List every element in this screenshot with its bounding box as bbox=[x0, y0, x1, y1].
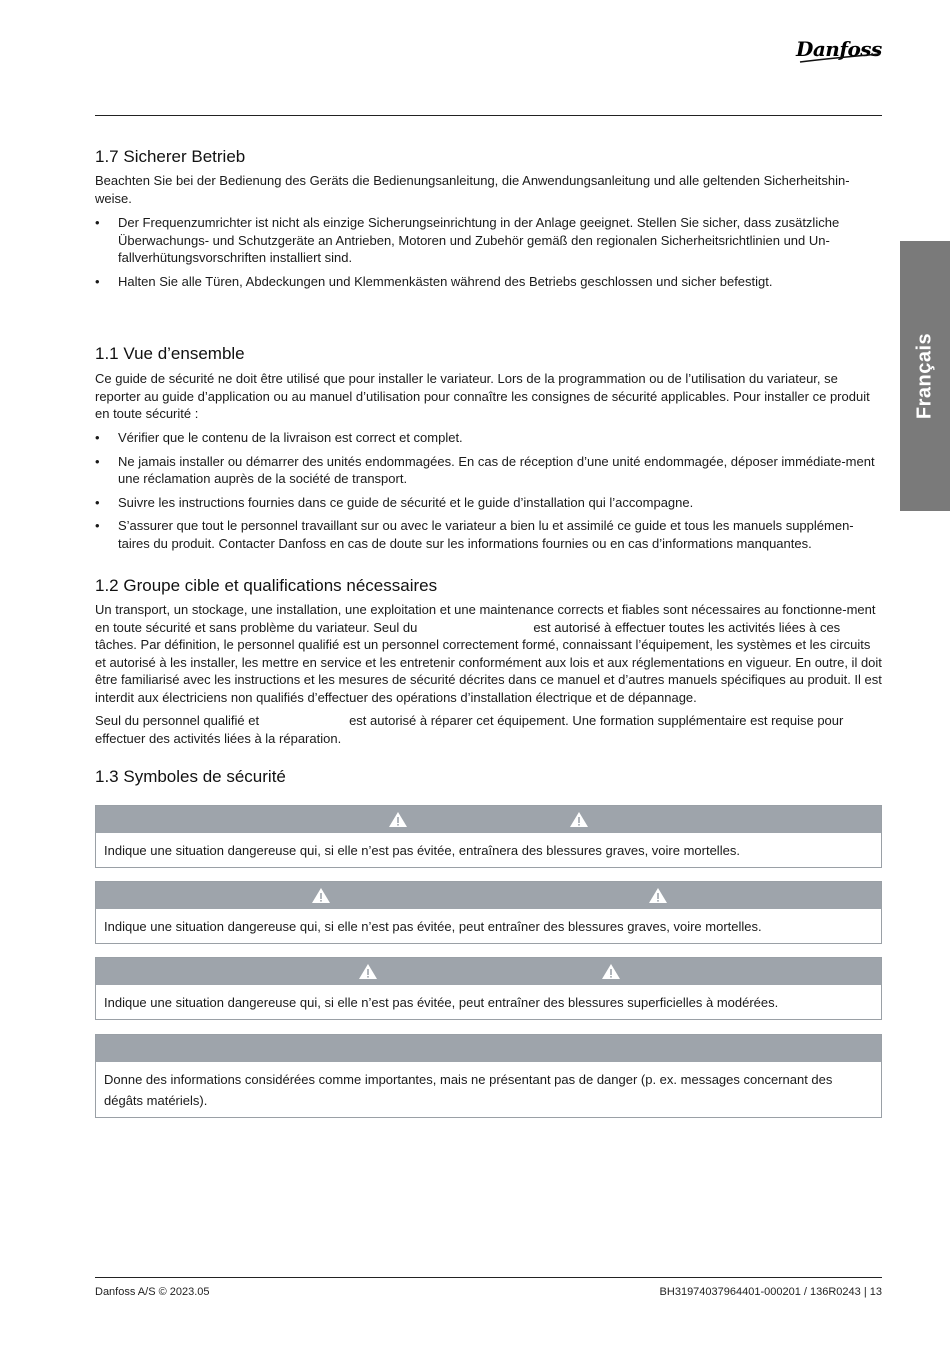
warning-triangle-icon bbox=[358, 963, 378, 980]
footer-copyright: Danfoss A/S © 2023.05 bbox=[95, 1286, 210, 1298]
footer-rule bbox=[95, 1277, 882, 1278]
list-item: • Vérifier que le contenu de la livraison est correct et complet. bbox=[95, 430, 463, 445]
danger-box-text: Indique une situation dangereuse qui, si elle n’est pas évitée, entraînera des blessures graves, voire mortelles. bbox=[104, 843, 740, 858]
header-rule bbox=[95, 115, 882, 116]
list-item: • Suivre les instructions fournies dans ce guide de sécurité et le guide d’installation qui l’accompagne. bbox=[95, 494, 694, 510]
language-tab-label: Français bbox=[913, 332, 936, 420]
list-item: • Der Frequenzumrichter ist nicht als einzige Sicherungseinrichtung in der Anlage geeignet. Stellen Sie sicher, dass zusätzliche Überwachungs- und Schutzgeräte an Antrieben, Motoren und Zubehör gemäß den regionalen Sicherheitsrichtlinien und Un-fallverhütungsvorschriften installiert sind. bbox=[95, 215, 840, 265]
warning-triangle-icon bbox=[601, 963, 621, 980]
section-heading-target-group: 1.2 Groupe cible et qualifications nécessaires bbox=[95, 576, 438, 595]
warning-box-header bbox=[96, 882, 881, 909]
danger-box-header bbox=[96, 806, 881, 833]
section-heading-safe-operation: 1.7 Sicherer Betrieb bbox=[95, 147, 246, 166]
danfoss-logo bbox=[792, 34, 884, 70]
footer-document-number: BH31974037964401-000201 / 136R0243 | 13 bbox=[659, 1286, 882, 1298]
logo-text: Danfoss bbox=[796, 37, 882, 61]
caution-box-text: Indique une situation dangereuse qui, si elle n’est pas évitée, peut entraîner des blessures superficielles à modérées. bbox=[104, 995, 779, 1010]
warning-box-text: Indique une situation dangereuse qui, si elle n’est pas évitée, peut entraîner des blessures graves, voire mortelles. bbox=[104, 919, 762, 934]
notice-box bbox=[95, 1034, 882, 1118]
notice-box-header bbox=[96, 1035, 881, 1062]
warning-triangle-icon bbox=[648, 887, 668, 904]
caution-box-header bbox=[96, 958, 881, 985]
target-group-paragraph-1: Un transport, un stockage, une installation, une exploitation et une maintenance corrects et fiables sont nécessaires au fonctionne-ment en toute sécurité et sans problème du variateur. Seul du est autorisé à effectuer toutes les activités liées à ces tâches. Par définition, le personnel qualifié est un personnel correctement formé, connaissant l’équipement, les systèmes et les circuits et autorisé à les installer, les mettre en service et les entretenir conformément aux lois et aux réglementations en vigueur. En outre, il doit être familiarisé avec les instructions et les mesures de sécurité décrites dans ce manuel et d’autres manuels spécifiques au produit. Il est interdit aux électriciens non qualifiés d’effectuer des opérations d’installation électrique et de dépannage. bbox=[95, 602, 882, 705]
safe-operation-bullets bbox=[95, 214, 882, 296]
warning-triangle-icon bbox=[311, 887, 331, 904]
target-group-paragraph-2: Seul du personnel qualifié et est autorisé à réparer cet équipement. Une formation supplémentaire est requise pour effectuer des activités liées à la réparation. bbox=[95, 713, 844, 746]
safe-operation-paragraph: Beachten Sie bei der Bedienung des Geräts die Bedienungsanleitung, die Anwendungsanleitung und alle geltenden Sicherheitshin-weise. bbox=[95, 173, 850, 206]
language-side-tab bbox=[900, 241, 950, 511]
list-item: • S’assurer que tout le personnel travaillant sur ou avec le variateur a bien lu et assimilé ce guide et tous les manuels supplémen-taires du produit. Contacter Danfoss en cas de doute sur les informations fournies ou en cas d’informations manquantes. bbox=[95, 518, 854, 551]
section-heading-symbols: 1.3 Symboles de sécurité bbox=[95, 767, 286, 786]
notice-box-text: Donne des informations considérées comme importantes, mais ne présentant pas de danger (p. ex. messages concernant des dégâts matériels). bbox=[104, 1072, 833, 1108]
list-item: • Ne jamais installer ou démarrer des unités endommagées. En cas de réception d’une unité endommagée, déposer immédiate-ment une réclamation auprès de la société de transport. bbox=[95, 453, 875, 486]
warning-triangle-icon bbox=[569, 811, 589, 828]
section-heading-overview: 1.1 Vue d’ensemble bbox=[95, 344, 245, 363]
danfoss-logo-icon bbox=[792, 34, 884, 70]
overview-paragraph: Ce guide de sécurité ne doit être utilisé que pour installer le variateur. Lors de la programmation ou de l’utilisation du variateur, se reporter au guide d’application ou au manuel d’utilisation pour connaître les consignes de sécurité applicables. Pour installer ce produit en toute sécurité : bbox=[95, 371, 870, 421]
danger-box bbox=[95, 805, 882, 868]
warning-box bbox=[95, 881, 882, 944]
overview-bullets bbox=[95, 429, 882, 558]
caution-box bbox=[95, 957, 882, 1020]
list-item: • Halten Sie alle Türen, Abdeckungen und Klemmenkästen während des Betriebs geschlossen und sicher befestigt. bbox=[95, 273, 773, 289]
warning-triangle-icon bbox=[388, 811, 408, 828]
